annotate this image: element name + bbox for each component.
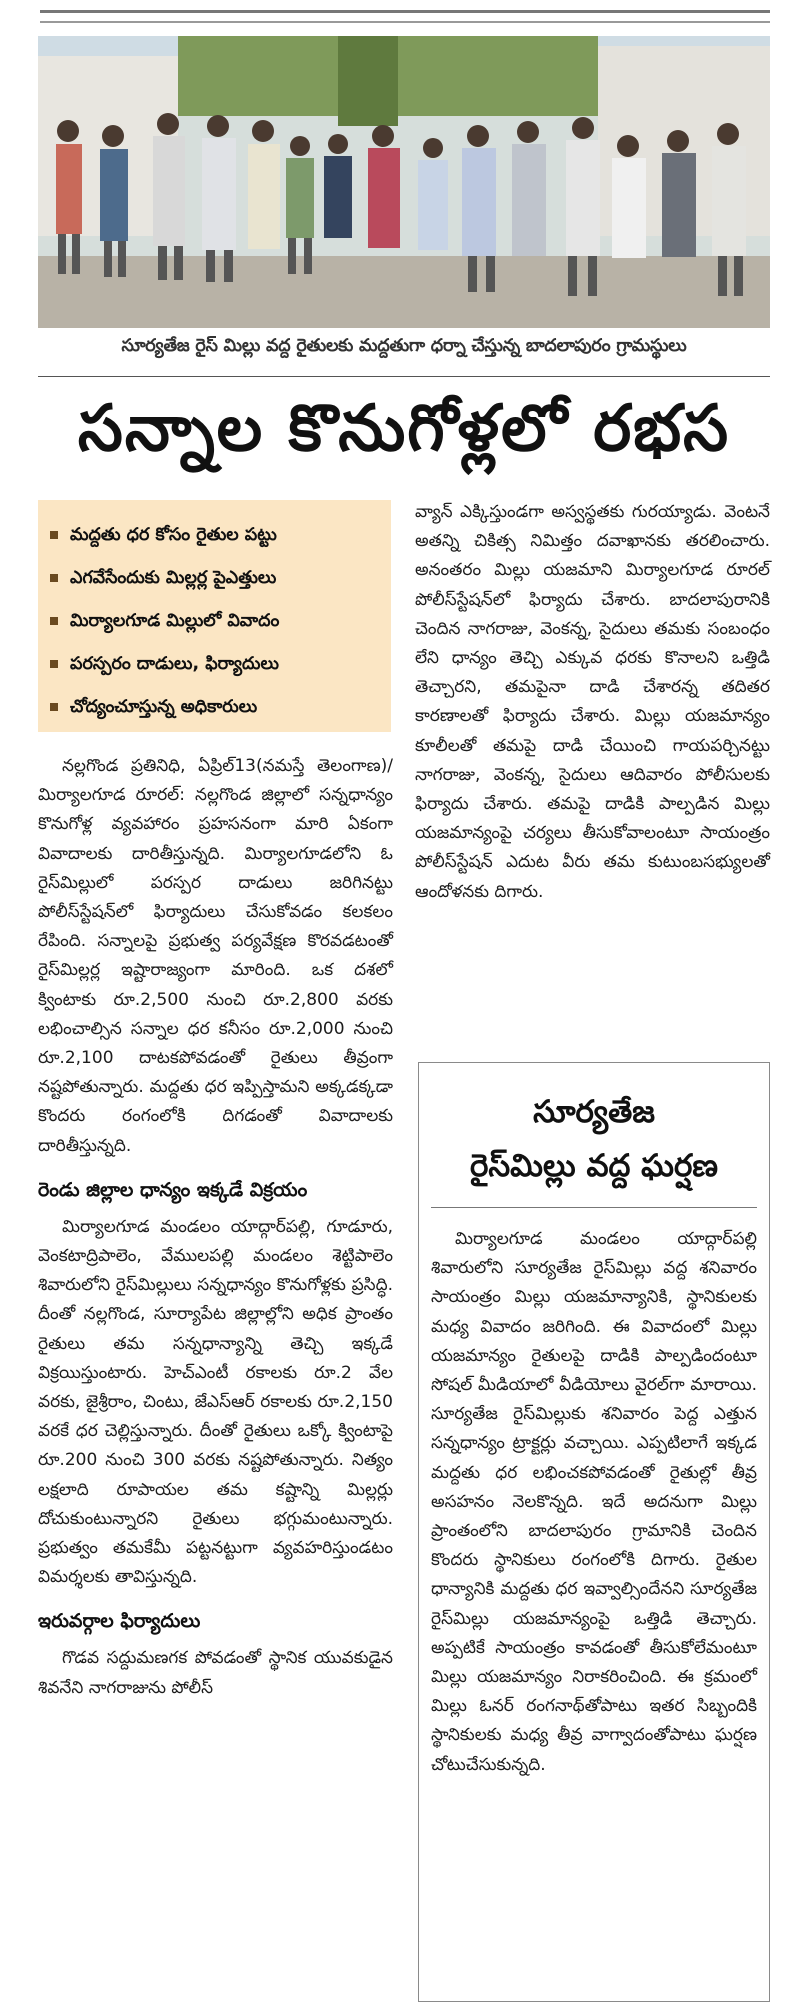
sidebar-title-line: రైస్‌మిల్లు వద్ద ఘర్షణ xyxy=(470,1148,718,1184)
sidebar-rule xyxy=(431,1207,757,1208)
subheading-two-districts: రెండు జిల్లాల ధాన్యం ఇక్కడే విక్రయం xyxy=(38,1178,308,1201)
sidebar-story xyxy=(418,1062,770,2002)
highlight-item xyxy=(50,557,381,600)
article-paragraph-continued: వ్యాన్ ఎక్కిస్తుండగా అస్వస్థతకు గురయ్యాడు. వెంటనే అతన్ని చికిత్స నిమిత్తం దవాఖానకు తరలించారు. అనంతరం మిల్లు యజమాని మిర్యాలగూడ రూరల్ పోలీస్‌స్టేషన్‌లో ఫిర్యాదు చేశారు. బాదలాపురానికి చెందిన నాగరాజు, వెంకన్న, సైదులు తమకు సంబంధం లేని ధాన్యం తెచ్చి ఎక్కువ ధరకు కొనాలని ఒత్తిడి తెచ్చారని, తమపైనా దాడి చేశారన్న తదితర కారణాలతో ఫిర్యాదు చేశారు. మిల్లు యజమాన్యం కూలీలతో తమపై దాడి చేయించి గాయపర్చినట్టు నాగరాజు, వెంకన్న, సైదులు ఆదివారం పోలీసులకు ఫిర్యాదు చేశారు. తమపై దాడికి పాల్పడిన మిల్లు యజమాన్యంపై చర్యలు తీసుకోవాలంటూ సాయంత్రం పోలీస్‌స్టేషన్ ఎదుట వీరు తమ కుటుంబసభ్యులతో ఆందోళనకు దిగారు. xyxy=(415,502,770,902)
article-paragraph: గొడవ సద్దుమణగక పోవడంతో స్థానిక యువకుడైన శివనేని నాగరాజును పోలీస్ xyxy=(38,1648,393,1698)
headline: సన్నాల కొనుగోళ్లలో రభస xyxy=(77,392,731,466)
square-bullet-icon xyxy=(50,617,58,625)
article-column-left xyxy=(38,752,393,1703)
highlight-item xyxy=(50,600,381,643)
highlight-item xyxy=(50,514,381,557)
highlight-item xyxy=(50,643,381,686)
sidebar-body: మిర్యాలగూడ మండలం యాద్గార్‌పల్లి శివారులోని సూర్యతేజ రైస్‌మిల్లు వద్ద శనివారం సాయంత్రం మిల్లు యజమాన్యానికి, స్థానికులకు మధ్య వివాదం జరిగింది. ఈ వివాదంలో మిల్లు యజమాన్యం రైతులపై దాడికి పాల్పడిందంటూ సోషల్ మీడియాలో వీడియోలు వైరల్‌గా మారాయి. సూర్యతేజ రైస్‌మిల్లుకు శనివారం పెద్ద ఎత్తున సన్నధాన్యం ట్రాక్టర్లు వచ్చాయి. ఎప్పటిలాగే ఇక్కడ మద్దతు ధర లభించకపోవడంతో రైతుల్లో తీవ్ర అసహనం నెలకొన్నది. ఇదే అదనుగా మిల్లు ప్రాంతంలోని బాదలాపురం గ్రామానికి చెందిన కొందరు స్థానికులు రంగంలోకి దిగారు. రైతుల ధాన్యానికి మద్దతు ధర ఇవ్వాల్సిందేనని సూర్యతేజ రైస్‌మిల్లు యజమాన్యంపై ఒత్తిడి తెచ్చారు. అప్పటికే సాయంత్రం కావడంతో తీసుకోలేమంటూ మిల్లు యజమాన్యం నిరాకరించింది. ఈ క్రమంలో మిల్లు ఓనర్ రంగనాథ్‌తోపాటు ఇతర సిబ్బందికి స్థానికులకు మధ్య తీవ్ర వాగ్వాదంతోపాటు ఘర్షణ చోటుచేసుకున్నది. xyxy=(431,1229,757,1775)
article-paragraph: మిర్యాలగూడ మండలం యాద్గార్‌పల్లి, గూడూరు, వెంకటాద్రిపాలెం, వేములపల్లి మండలం శెట్టిపాలెం శివారులోని రైస్‌మిల్లులు సన్నధాన్యం కొనుగోళ్లకు ప్రసిద్ధి. దీంతో నల్లగొండ, సూర్యాపేట జిల్లాల్లోని అధిక ప్రాంతం రైతులు తమ సన్నధాన్యాన్ని తెచ్చి ఇక్కడే విక్రయిస్తుంటారు. హెచ్‌ఎంటీ రకాలకు రూ.2 వేల వరకు, జైశ్రీరాం, చింటు, జేఎస్‌ఆర్ రకాలకు రూ.2,150 వరకే ధర చెల్లిస్తున్నారు. దీంతో రైతులు ఒక్కో క్వింటాపై రూ.200 నుంచి 300 వరకు నష్టపోతున్నారు. నిత్యం లక్షలాది రూపాయల తమ కష్టాన్ని మిల్లర్లు దోచుకుంటున్నారని రైతులు భగ్గుమంటున్నారు. ప్రభుత్వం తమకేమీ పట్టనట్టుగా వ్యవహరిస్తుండటం విమర్శలకు తావిస్తున్నది. xyxy=(38,1216,393,1588)
square-bullet-icon xyxy=(50,703,58,711)
highlight-text: మిర్యాలగూడ మిల్లులో వివాదం xyxy=(70,611,280,631)
highlight-item xyxy=(50,686,381,729)
news-photo xyxy=(38,36,770,328)
highlights-box xyxy=(38,500,391,732)
article-intro: నల్లగొండ ప్రతినిధి, ఏప్రిల్13(నమస్తే తెలంగాణ)/మిర్యాలగూడ రూరల్: నల్లగొండ జిల్లాలో సన్నధాన్యం కొనుగోళ్ల వ్యవహారం ప్రహసనంగా మారి ఏకంగా వివాదాలకు దారితీస్తున్నది. మిర్యాలగూడలోని ఓ రైస్‌మిల్లులో పరస్పర దాడులు జరిగినట్టు పోలీస్‌స్టేషన్‌లో ఫిర్యాదులు చేసుకోవడం కలకలం రేపింది. సన్నాలపై ప్రభుత్వ పర్యవేక్షణ కొరవడటంతో రైస్‌మిల్లర్ల ఇష్టారాజ్యంగా మారింది. ఒక దశలో క్వింటాకు రూ.2,500 నుంచి రూ.2,800 వరకు లభించాల్సిన సన్నాల ధర కనీసం రూ.2,000 నుంచి రూ.2,100 దాటకపోవడంతో రైతులు తీవ్రంగా నష్టపోతున్నారు. మద్దతు ధర ఇప్పిస్తామని అక్కడక్కడా కొందరు రంగంలోకి దిగడంతో వివాదాలకు దారితీస్తున్నది. xyxy=(38,756,393,1156)
square-bullet-icon xyxy=(50,574,58,582)
caption-rule xyxy=(38,376,770,377)
square-bullet-icon xyxy=(50,531,58,539)
highlight-text: మద్దతు ధర కోసం రైతుల పట్టు xyxy=(70,525,277,545)
top-rule xyxy=(40,10,770,23)
subheading-complaints: ఇరువర్గాల ఫిర్యాదులు xyxy=(38,1610,201,1633)
highlight-text: పరస్పరం దాడులు, ఫిర్యాదులు xyxy=(70,654,279,674)
article-column-right xyxy=(415,498,770,907)
photo-caption: సూర్యతేజ రైస్ మిల్లు వద్ద రైతులకు మద్దతుగా ధర్నా చేస్తున్న బాదలాపురం గ్రామస్థులు xyxy=(121,336,687,356)
sidebar-title xyxy=(431,1085,757,1193)
highlight-text: ఎగవేసేందుకు మిల్లర్ల పైఎత్తులు xyxy=(70,568,277,588)
square-bullet-icon xyxy=(50,660,58,668)
sidebar-title-line: సూర్యతేజ xyxy=(533,1094,655,1130)
highlight-text: చోద్యంచూస్తున్న అధికారులు xyxy=(70,697,258,717)
